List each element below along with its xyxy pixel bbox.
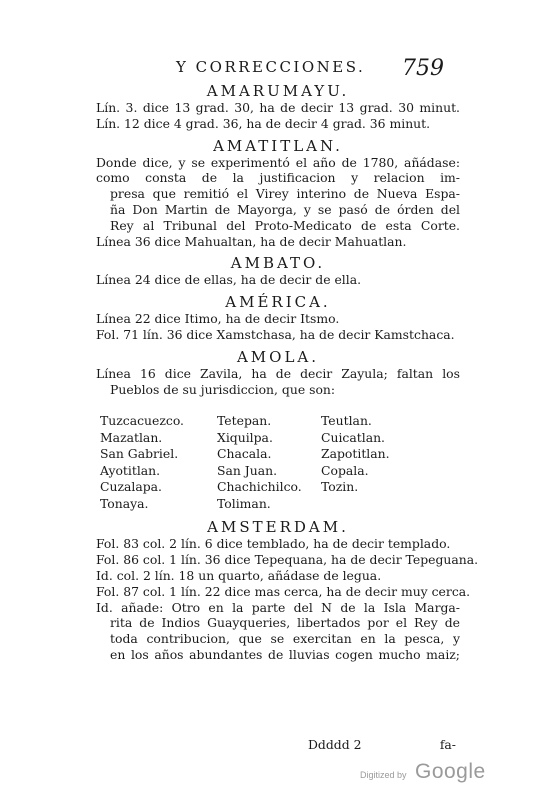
entry-heading: AMÉRICA. [225, 293, 331, 312]
entry-line: Fol. 83 col. 2 lín. 6 dice temblado, ha de decir templado. [96, 536, 451, 552]
errata-text [96, 82, 479, 663]
town-name: Tuzcacuezco. [100, 413, 184, 429]
entry-line: rita de Indios Guayqueries, libertados por el Rey de [110, 615, 460, 631]
town-name: San Juan. [217, 462, 278, 478]
google-logo: Google [414, 760, 486, 783]
entry-line: Fol. 87 col. 1 lín. 22 dice mas cerca, ha de decir muy cerca. [96, 583, 471, 599]
entry-line: Línea 22 dice Itimo, ha de decir Itsmo. [96, 311, 340, 327]
google-watermark [360, 760, 486, 784]
town-name: Tozin. [321, 479, 359, 495]
entry-line: Fol. 71 lín. 36 dice Xamstchasa, ha de decir Kamstchaca. [96, 326, 455, 342]
entry-line: en los años abundantes de lluvias cogen mucho maiz; [110, 646, 460, 662]
entry-line: Lín. 3. dice 13 grad. 30, ha de decir 13 grad. 30 minut. [96, 100, 460, 115]
entry-line: Fol. 86 col. 1 lín. 36 dice Tepequana, ha de decir Tepeguana. [96, 552, 479, 568]
entry-line: Línea 24 dice de ellas, ha de decir de ella. [96, 272, 362, 288]
entry-line: Lín. 12 dice 4 grad. 36, ha de decir 4 grad. 36 minut. [96, 115, 431, 131]
town-name: Xiquilpa. [217, 429, 273, 445]
entry-line: toda contribucion, que se exercitan en la pesca, y [110, 631, 460, 647]
entry-heading: AMBATO. [230, 254, 326, 273]
entry-heading: AMARUMAYU. [206, 82, 350, 100]
entry-line: presa que remitió el Virey interino de Nueva Espa- [110, 186, 460, 202]
town-name: Tetepan. [217, 413, 272, 429]
town-name: Toliman. [217, 495, 271, 511]
town-name: Zapotitlan. [321, 446, 390, 462]
entry-line: ña Don Martin de Mayorga, y se pasó de órden del [110, 201, 460, 217]
running-head-title: Y CORRECCIONES. [176, 58, 366, 76]
town-name: San Gabriel. [100, 446, 179, 462]
entry-line: Línea 16 dice Zavila, ha de decir Zayula; faltan los [96, 365, 460, 381]
entry-line: Pueblos de su jurisdiccion, que son: [110, 381, 336, 397]
catchword: fa- [439, 737, 456, 752]
entry-line: Línea 36 dice Mahualtan, ha de decir Mahuatlan. [96, 233, 407, 249]
town-name [321, 496, 446, 513]
town-name: Chacala. [217, 446, 272, 462]
town-name: Chachichilco. [217, 479, 302, 495]
page-number: 759 [402, 56, 444, 81]
entry-heading: AMATITLAN. [213, 136, 343, 155]
town-name: Ayotitlan. [100, 462, 161, 478]
town-name: Copala. [321, 462, 369, 478]
town-name: Mazatlan. [100, 429, 163, 445]
entry-line: Rey al Tribunal del Proto-Medicato de esta Corte. [110, 217, 460, 233]
town-name: Teutlan. [321, 413, 372, 429]
entry-heading: AMOLA. [236, 347, 320, 366]
town-name: Cuzalapa. [100, 479, 162, 495]
town-name: Tonaya. [100, 495, 149, 511]
town-list [100, 413, 460, 512]
entry-heading: AMSTERDAM. [207, 518, 349, 537]
entry-line: Id. añade: Otro en la parte del N de la Isla Marga- [96, 599, 460, 615]
town-name: Cuicatlan. [321, 429, 385, 445]
entry-line: Donde dice, y se experimentó el año de 1780, añádase: como consta de la justificacion y relacion im- [96, 154, 460, 186]
entry-line: Id. col. 2 lín. 18 un quarto, añádase de legua. [96, 567, 382, 583]
watermark-prefix: Digitized by [360, 770, 407, 780]
signature-mark: Ddddd 2 [308, 737, 362, 752]
page-footer [308, 737, 456, 752]
